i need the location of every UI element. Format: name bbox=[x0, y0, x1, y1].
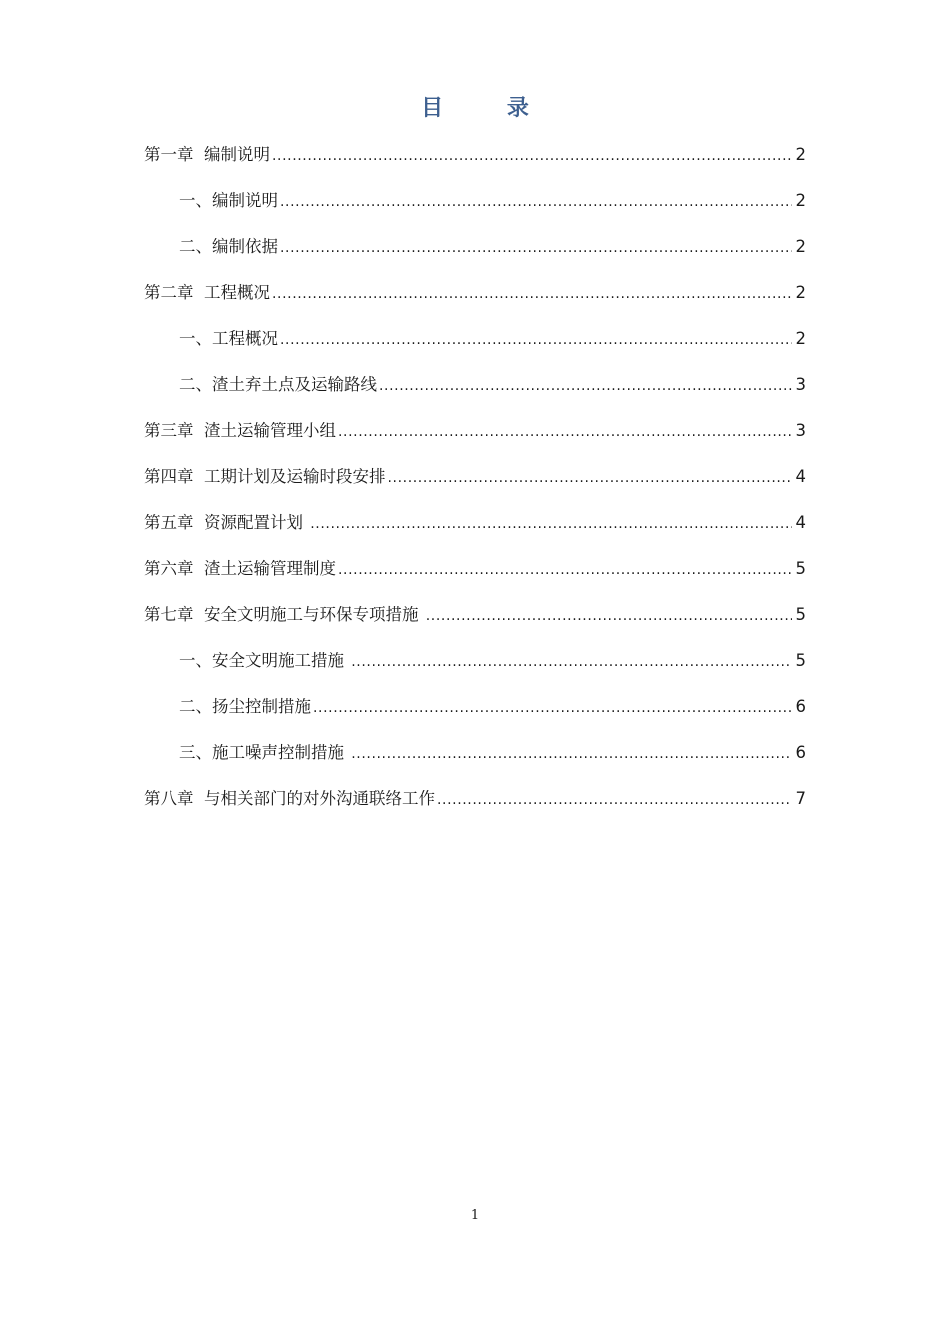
toc-entry-label: 第四章 工期计划及运输时段安排 bbox=[144, 467, 386, 486]
toc-entry-7-1[interactable] bbox=[179, 646, 806, 676]
toc-entry-page: 2 bbox=[795, 283, 806, 302]
toc-entry-page: 6 bbox=[795, 743, 806, 762]
toc-entry-7-3[interactable] bbox=[179, 738, 806, 768]
toc-leader-dots bbox=[351, 740, 791, 768]
toc-leader-dots bbox=[351, 648, 791, 676]
toc-leader-dots bbox=[280, 234, 792, 262]
toc-entry-page: 3 bbox=[795, 375, 806, 394]
toc-entry-7-2[interactable] bbox=[179, 692, 806, 722]
toc-entry-page: 2 bbox=[795, 329, 806, 348]
toc-leader-dots bbox=[388, 464, 792, 492]
toc-entry-page: 4 bbox=[795, 513, 806, 532]
toc-entry-label: 二、扬尘控制措施 bbox=[179, 697, 311, 716]
toc-entry-page: 5 bbox=[795, 559, 806, 578]
toc-entry-label: 第五章 资源配置计划 bbox=[144, 513, 309, 532]
toc-entry-page: 7 bbox=[795, 789, 806, 808]
toc-entry-page: 2 bbox=[795, 237, 806, 256]
toc-leader-dots bbox=[426, 602, 792, 630]
toc-entry-chapter-6[interactable] bbox=[144, 554, 806, 584]
toc-entry-label: 第一章 编制说明 bbox=[144, 145, 270, 164]
toc-entry-label: 三、施工噪声控制措施 bbox=[179, 743, 350, 762]
toc-entry-page: 2 bbox=[795, 145, 806, 164]
toc-entry-page: 5 bbox=[795, 651, 806, 670]
toc-entry-label: 第八章 与相关部门的对外沟通联络工作 bbox=[144, 789, 435, 808]
toc-entry-page: 3 bbox=[795, 421, 806, 440]
toc-entry-label: 第七章 安全文明施工与环保专项措施 bbox=[144, 605, 424, 624]
toc-leader-dots bbox=[338, 556, 792, 584]
toc-entry-label: 二、编制依据 bbox=[179, 237, 278, 256]
toc-entry-label: 第六章 渣土运输管理制度 bbox=[144, 559, 336, 578]
toc-entry-chapter-8[interactable] bbox=[144, 784, 806, 814]
toc-entry-2-2[interactable] bbox=[179, 370, 806, 400]
toc-entry-1-1[interactable] bbox=[179, 186, 806, 216]
toc-entry-label: 第二章 工程概况 bbox=[144, 283, 270, 302]
toc-leader-dots bbox=[272, 142, 792, 170]
toc-entry-1-2[interactable] bbox=[179, 232, 806, 262]
toc-leader-dots bbox=[280, 326, 792, 354]
toc-entry-chapter-5[interactable] bbox=[144, 508, 806, 538]
toc-entry-page: 6 bbox=[795, 697, 806, 716]
toc-entry-label: 第三章 渣土运输管理小组 bbox=[144, 421, 336, 440]
toc-entry-2-1[interactable] bbox=[179, 324, 806, 354]
toc-entry-chapter-4[interactable] bbox=[144, 462, 806, 492]
toc-entry-chapter-7[interactable] bbox=[144, 600, 806, 630]
toc-entry-page: 2 bbox=[795, 191, 806, 210]
toc-entry-page: 5 bbox=[795, 605, 806, 624]
toc-entry-label: 二、渣土弃土点及运输路线 bbox=[179, 375, 377, 394]
toc-leader-dots bbox=[272, 280, 792, 308]
toc-entry-label: 一、编制说明 bbox=[179, 191, 278, 210]
toc-entry-label: 一、工程概况 bbox=[179, 329, 278, 348]
toc-leader-dots bbox=[437, 786, 792, 814]
toc-title: 目 录 bbox=[421, 96, 557, 121]
page-number: 1 bbox=[470, 1208, 480, 1223]
toc-leader-dots bbox=[280, 188, 792, 216]
toc-leader-dots bbox=[310, 510, 791, 538]
toc-entry-page: 4 bbox=[795, 467, 806, 486]
toc-entry-chapter-1[interactable] bbox=[144, 140, 806, 170]
toc-leader-dots bbox=[379, 372, 792, 400]
toc-entry-chapter-2[interactable] bbox=[144, 278, 806, 308]
toc-leader-dots bbox=[313, 694, 792, 722]
toc-entry-label: 一、安全文明施工措施 bbox=[179, 651, 350, 670]
toc-leader-dots bbox=[338, 418, 792, 446]
toc-entry-chapter-3[interactable] bbox=[144, 416, 806, 446]
